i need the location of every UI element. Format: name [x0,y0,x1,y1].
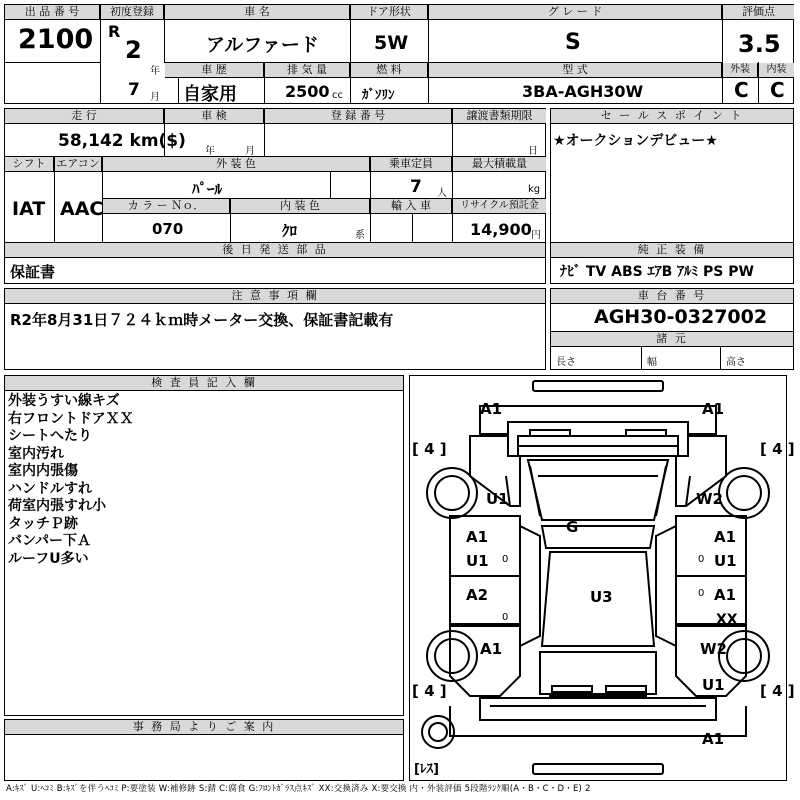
int-color-unit: 系 [355,230,365,241]
right-rear-door-a: A1 [714,586,737,604]
specs-label: 諸 元 [551,332,793,347]
displacement: 2500 [285,82,330,101]
capacity: 7 [410,177,422,197]
right-front-door-o: 0 [698,554,705,565]
car-name-label: 車 名 [165,5,350,20]
tire-front-left: [ 4 ] [412,440,447,458]
left-rear-door-a: A2 [466,586,489,604]
chassis-label: 車 台 番 号 [551,289,793,304]
specs-width-label: 幅 [647,357,657,368]
left-rear-door-o: 0 [502,612,509,623]
car-name: アルファード [206,34,319,56]
transfer-deadline-label: 譲渡書類期限 [453,109,546,124]
interior-grade: C [770,78,785,102]
grade: S [565,30,581,55]
first-reg-era: R [108,22,121,41]
score-label: 評価点 [723,5,794,20]
tire-rear-right: [ 4 ] [760,682,795,700]
shift: IAT [12,198,46,220]
lot-number: 2100 [18,24,94,55]
remark-line: 室内内張傷 [8,463,78,479]
max-load-unit: kg [528,184,541,195]
left-front-door-a: A1 [466,528,489,546]
windshield-mark: G [566,518,579,536]
rear-left-quarter-mark: A1 [480,640,503,658]
score: 3.5 [738,30,781,58]
recycle-fee: 14,900 [470,220,532,239]
chassis-number: AGH30-0327002 [594,306,768,328]
first-reg-month-unit: 月 [150,92,160,103]
equipment-label: 純 正 装 備 [551,243,793,258]
aircon-label: エアコン [55,157,102,172]
left-front-door-o: 0 [502,554,509,565]
remark-line: 荷室内張すれ小 [8,498,106,514]
exterior-label: 外装 [723,63,758,78]
specs-height-label: 高さ [726,357,746,368]
office-label: 事 務 局 よ り ご 案 内 [5,720,403,735]
mileage-label: 走 行 [5,109,164,124]
remark-line: バンパー下Ａ [8,533,92,549]
first-reg-year: 2 [125,36,142,64]
remark-line: 外装うすい線キズ [8,393,120,409]
roof-mark: U3 [590,588,613,606]
capacity-unit: 人 [437,188,447,199]
right-front-door-a: A1 [714,528,737,546]
spare-tire-mark: [ﾚｽ] [414,762,439,777]
sales-point-label: セ ー ル ス ポ イ ン ト [551,109,793,124]
remark-line: タッチＰ跡 [8,515,78,532]
legend: A:ｷｽﾞ U:ﾍｺﾐ B:ｷｽﾞを伴うﾍｺﾐ P:要塗装 W:補修跡 S:錆 C:腐食 G:ﾌﾛﾝﾄｶﾞﾗｽ点ｷｽﾞ XX:交換済み X:要交換 内・外装評価 5段階ﾗﾝｸ順(A・B・C・D・E) 2 [6,784,591,794]
recycle-label: リサイクル預託金 [453,199,546,214]
right-front-door-u: U1 [714,552,737,570]
mileage: 58,142 km($) [58,131,186,151]
inspector-label: 検 査 員 記 入 欄 [5,376,403,391]
ext-color: ﾊﾟｰﾙ [192,180,223,198]
int-color-label: 内 装 色 [231,199,370,214]
rear-right-quarter-u: U1 [702,676,725,694]
remark-line: ルーフU多い [8,550,89,567]
equipment: ﾅﾋﾞ TV ABS ｴｱB ｱﾙﾐ PS PW [560,264,754,280]
front-right-fender-mark: W2 [696,490,723,508]
transfer-day-unit: 日 [528,146,538,157]
front-left-bumper-mark: A1 [480,400,503,418]
remark-line: シートへたり [8,428,92,444]
rear-bumper-mark: A1 [702,730,725,748]
inspector-remarks [8,393,134,568]
shift-label: シフト [5,157,54,172]
inspection-year-unit: 年 [205,146,215,157]
inspection-label: 車 検 [165,109,264,124]
displacement-label: 排 気 量 [265,63,350,78]
door-type: 5W [374,32,409,54]
remark-line: ハンドルすれ [8,480,92,497]
first-reg-year-unit: 年 [150,66,160,77]
car-outline-drawing [410,376,786,780]
remark-line: 右フロントドアＸＸ [8,410,134,427]
lot-number-label: 出 品 番 号 [5,5,100,20]
color-no-label: カ ラ ー Ｎｏ． [103,199,230,214]
ext-color-label: 外 装 色 [103,157,370,172]
first-reg-month: 7 [128,80,140,100]
rear-right-quarter-w: W2 [700,640,727,658]
later-items: 保証書 [10,263,56,281]
remark-line: 室内汚れ [8,445,64,462]
left-front-door-u: U1 [466,552,489,570]
recycle-unit: 円 [531,230,541,241]
exterior-grade: C [734,78,749,102]
door-label: ドア形状 [351,5,428,20]
notes: R2年8月31日７２４ｋｍ時メーター交換、保証書記載有 [10,311,394,329]
specs-length-label: 長さ [556,357,576,368]
notes-label: 注 意 事 項 欄 [5,289,545,304]
later-items-label: 後 日 発 送 部 品 [5,243,545,258]
capacity-label: 乗車定員 [371,157,452,172]
aircon: AAC [60,198,104,220]
front-left-fender-mark: U1 [486,490,509,508]
model-code: 3BA-AGH30W [522,82,644,101]
tire-rear-left: [ 4 ] [412,682,447,700]
model-label: 型 式 [429,63,722,78]
history-label: 車 歴 [165,63,264,78]
interior-label: 内装 [759,63,794,78]
import-label: 輸 入 車 [371,199,452,214]
right-rear-door-o: 0 [698,588,705,599]
grade-label: グ レ ー ド [429,5,722,20]
color-no: 070 [152,220,184,238]
inspection-month-unit: 月 [245,146,255,157]
right-rear-door-x: XX [716,612,738,628]
fuel: ｶﾞｿﾘﾝ [362,88,395,103]
damage-diagram [409,375,795,781]
fuel-label: 燃 料 [351,63,428,78]
front-right-bumper-mark: A1 [702,400,725,418]
sales-point: ★オークションデビュー★ [553,133,718,149]
displacement-unit: cc [332,90,343,101]
tire-front-right: [ 4 ] [760,440,795,458]
int-color: ｸﾛ [282,222,298,240]
reg-number-label: 登 録 番 号 [265,109,452,124]
first-reg-label: 初度登録 [101,5,164,20]
max-load-label: 最大積載量 [453,157,546,172]
history: 自家用 [183,84,237,105]
